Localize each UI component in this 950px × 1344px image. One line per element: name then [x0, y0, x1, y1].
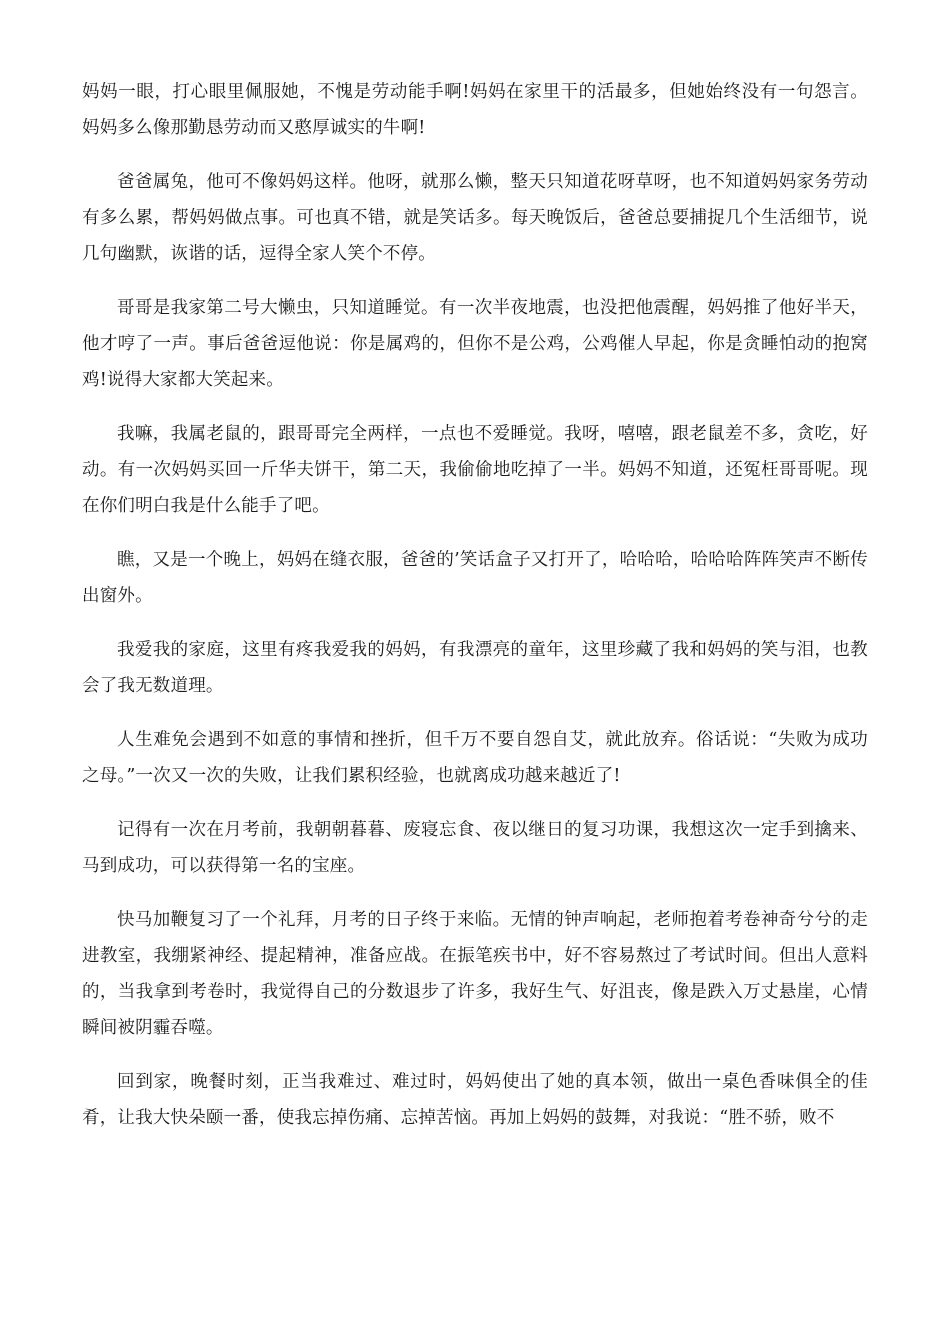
paragraph-3: 哥哥是我家第二号大懒虫，只知道睡觉。有一次半夜地震，也没把他震醒，妈妈推了他好半天，他才哼了一声。事后爸爸逗他说：你是属鸡的，但你不是公鸡，公鸡催人早起，你是贪睡怕动的抱窝鸡!说得大家都大笑起来。 [82, 298, 868, 390]
paragraph-7: 人生难免会遇到不如意的事情和挫折，但千万不要自怨自艾，就此放弃。俗话说：“失败为成功之母。”一次又一次的失败，让我们累积经验，也就离成功越来越近了! [82, 730, 868, 786]
paragraph-8: 记得有一次在月考前，我朝朝暮暮、废寝忘食、夜以继日的复习功课，我想这次一定手到擒来、马到成功，可以获得第一名的宝座。 [82, 820, 868, 876]
paragraph-2: 爸爸属兔，他可不像妈妈这样。他呀，就那么懒，整天只知道花呀草呀，也不知道妈妈家务劳动有多么累，帮妈妈做点事。可也真不错，就是笑话多。每天晚饭后，爸爸总要捕捉几个生活细节，说几句幽默，诙谐的话，逗得全家人笑个不停。 [82, 172, 868, 264]
paragraph-5: 瞧，又是一个晚上，妈妈在缝衣服，爸爸的’笑话盒子又打开了，哈哈哈，哈哈哈阵阵笑声不断传出窗外。 [82, 550, 868, 606]
paragraph-1: 妈妈一眼，打心眼里佩服她，不愧是劳动能手啊!妈妈在家里干的活最多，但她始终没有一句怨言。妈妈多么像那勤恳劳动而又憨厚诚实的牛啊! [82, 82, 868, 138]
paragraph-6: 我爱我的家庭，这里有疼我爱我的妈妈，有我漂亮的童年，这里珍藏了我和妈妈的笑与泪，也教会了我无数道理。 [82, 640, 868, 696]
paragraph-9: 快马加鞭复习了一个礼拜，月考的日子终于来临。无情的钟声响起，老师抱着考卷神奇兮兮的走进教室，我绷紧神经、提起精神，准备应战。在振笔疾书中，好不容易熬过了考试时间。但出人意料的，当我拿到考卷时，我觉得自己的分数退步了许多，我好生气、好沮丧，像是跌入万丈悬崖，心情瞬间被阴霾吞噬。 [82, 910, 868, 1038]
document-body [82, 74, 868, 1154]
paragraph-10: 回到家，晚餐时刻，正当我难过、难过时，妈妈使出了她的真本领，做出一桌色香味俱全的佳肴，让我大快朵颐一番，使我忘掉伤痛、忘掉苦恼。再加上妈妈的鼓舞，对我说：“胜不骄，败不 [82, 1072, 868, 1128]
paragraph-4: 我嘛，我属老鼠的，跟哥哥完全两样，一点也不爱睡觉。我呀，嘻嘻，跟老鼠差不多，贪吃，好动。有一次妈妈买回一斤华夫饼干，第二天，我偷偷地吃掉了一半。妈妈不知道，还冤枉哥哥呢。现在你们明白我是什么能手了吧。 [82, 424, 868, 516]
